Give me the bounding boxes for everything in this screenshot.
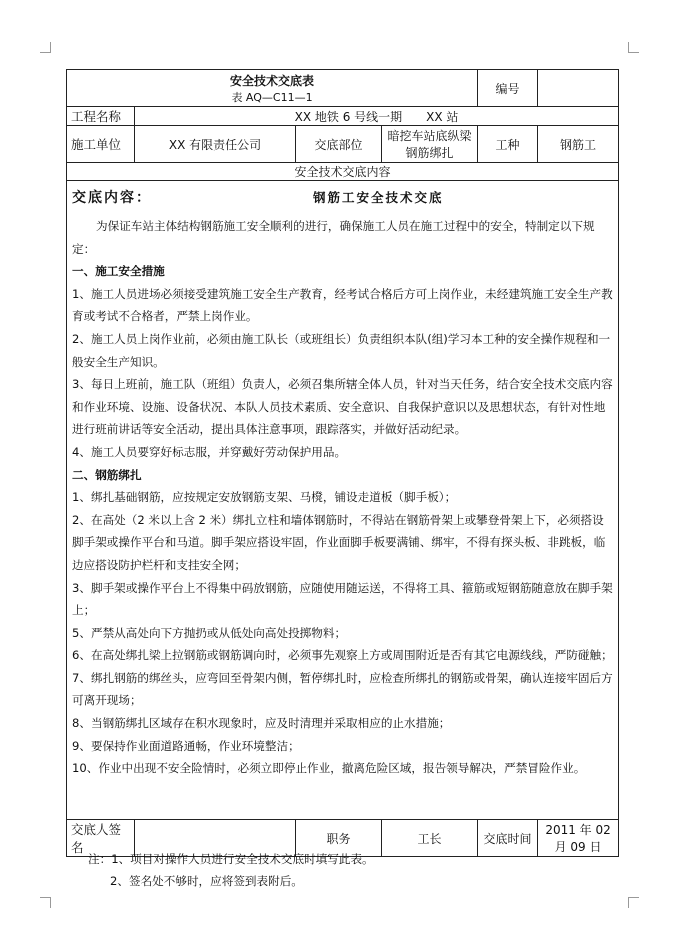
- page-corner-mark: [40, 897, 51, 908]
- form-title-cell: [67, 70, 478, 107]
- list-item: 1、绑扎基础钢筋，应按规定安放钢筋支架、马櫈，铺设走道板（脚手板）；: [72, 490, 457, 505]
- form-notes: [88, 848, 374, 892]
- trade-label: 工种: [478, 126, 538, 163]
- intro-paragraph: 为保证车站主体结构钢筋施工安全顺利的进行，确保施工人员在施工过程中的安全，特制定以下规定：: [72, 219, 595, 256]
- list-item: 3、脚手架或操作平台上不得集中码放钢筋，应随使用随运送，不得将工具、箍筋或短钢筋随意放在脚手架上；: [72, 580, 613, 618]
- briefing-part-value[interactable]: 暗挖车站底纵梁钢筋绑扎: [382, 126, 478, 163]
- form-title: 安全技术交底表: [230, 73, 315, 88]
- number-value[interactable]: [538, 70, 619, 107]
- page-corner-mark: [40, 42, 51, 53]
- construction-unit-value[interactable]: XX 有限责任公司: [135, 126, 296, 163]
- safety-briefing-form: [66, 69, 619, 857]
- list-item: 8、当钢筋绑扎区域存在积水现象时，应及时清理并采取相应的止水措施；: [72, 716, 451, 731]
- form-code: 表 AQ—C11—1: [231, 90, 313, 104]
- page-corner-mark: [628, 42, 639, 53]
- briefing-part-label: 交底部位: [296, 126, 382, 163]
- position-label: 职务: [296, 820, 382, 857]
- section2-title: 二、钢筋绑扎: [72, 467, 142, 482]
- position-value[interactable]: 工长: [382, 820, 478, 857]
- number-label: 编号: [478, 70, 538, 107]
- section1-title: 一、施工安全措施: [72, 264, 165, 279]
- list-item: 2、施工人员上岗作业前，必须由施工队长（或班组长）负责组织本队(组)学习本工种的安全操作规程和一般安全生产知识。: [72, 331, 611, 369]
- list-item: 4、施工人员要穿好标志服，并穿戴好劳动保护用品。: [72, 444, 347, 459]
- briefing-time-value[interactable]: 2011 年 02 月 09 日: [538, 820, 619, 857]
- list-item: 3、每日上班前，施工队（班组）负责人，必须召集所辖全体人员，针对当天任务，结合安全技术交底内容和作业环境、设施、设备状况、本队人员技术素质、安全意识、自我保护意识以及思想状态，有针对性地进行班前讲话等安全活动，提出具体注意事项，跟踪落实，并做好活动纪录。: [72, 377, 613, 437]
- briefing-time-label: 交底时间: [478, 820, 538, 857]
- list-item: 6、在高处绑扎梁上拉钢筋或钢筋调向时，必须事先观察上方或周围附近是否有其它电源线线，严防碰触；: [72, 648, 613, 663]
- trade-value[interactable]: 钢筋工: [538, 126, 619, 163]
- note-item: 2、签名处不够时，应将签到表附后。: [110, 874, 303, 888]
- content-subtitle: 钢筋工安全技术交底: [313, 190, 444, 205]
- project-name-value[interactable]: XX 地铁 6 号线一期 XX 站: [135, 107, 619, 126]
- signer-label: 交底人签名: [67, 820, 135, 857]
- content-body: [72, 215, 614, 780]
- section-title: 安全技术交底内容: [67, 163, 619, 181]
- list-item: 7、绑扎钢筋的绑丝头，应弯回至骨架内侧，暂停绑扎时，应检查所绑扎的钢筋或骨架，确认连接牢固后方可离开现场；: [72, 670, 613, 708]
- note-item: 注：1、项目对操作人员进行安全技术交底时填写此表。: [88, 852, 374, 866]
- page-corner-mark: [628, 897, 639, 908]
- list-item: 2、在高处（2 米以上含 2 米）绑扎立柱和墙体钢筋时，不得站在钢筋骨架上或攀登骨架上下，必须搭设脚手架或操作平台和马道。脚手架应搭设牢固，作业面脚手板要满铺、绑牢，不得有探头板、非跳板，临边应搭设防护栏杆和支挂安全网；: [72, 512, 606, 572]
- list-item: 5、严禁从高处向下方抛扔或从低处向高处投掷物料；: [72, 625, 347, 640]
- project-name-label: 工程名称: [67, 107, 135, 126]
- list-item: 9、要保持作业面道路通畅，作业环境整洁；: [72, 738, 300, 753]
- list-item: 10、作业中出现不安全险情时，必须立即停止作业，撤离危险区域，报告领导解决，严禁冒险作业。: [72, 761, 586, 776]
- construction-unit-label: 施工单位: [67, 126, 135, 163]
- content-heading: 交底内容：: [72, 190, 152, 206]
- briefing-content-cell[interactable]: [67, 181, 619, 820]
- list-item: 1、施工人员进场必须接受建筑施工安全生产教育，经考试合格后方可上岗作业，未经建筑施工安全生产教育或考试不合格者，严禁上岗作业。: [72, 286, 613, 324]
